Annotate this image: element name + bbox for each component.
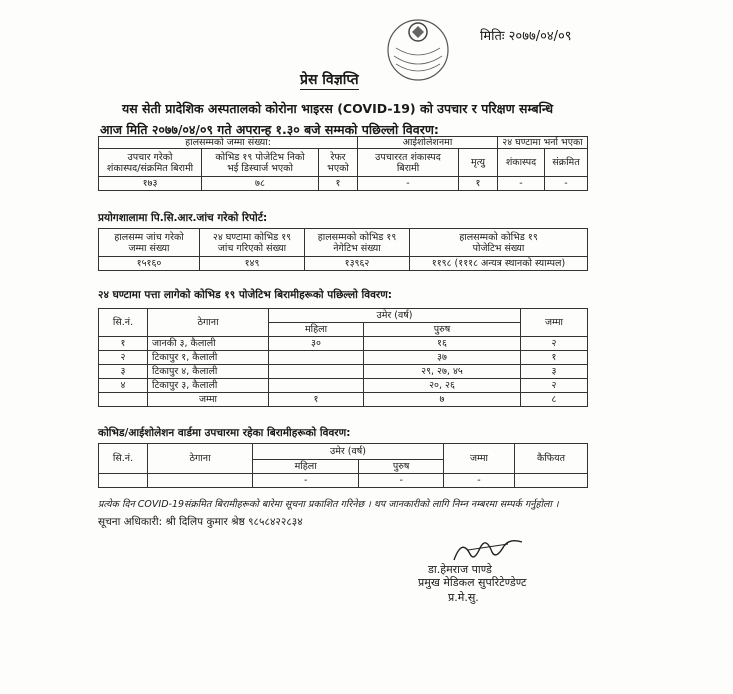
sum-sn [99,393,148,407]
col-negative-header [305,229,410,257]
signatory-abbreviation: प्र.मे.सु. [448,591,479,604]
col-refer-header-line2: भएको [327,162,349,174]
col-male-header: पुरुष [364,323,521,337]
col-total-header: जम्मा [521,309,588,337]
hospital-status-table [98,136,588,191]
row-female [269,365,364,379]
intro-line-2: आज मिति २०७७/०४/०९ गते अपरान्ह १.३० बजे सम्मको पछिल्लो विवरण: [100,122,439,137]
row-remarks [515,474,588,488]
row-address: टिकापुर ३, कैलाली [148,379,269,393]
col-address-header: ठेगाना [148,444,253,474]
value-positive: ११९८ (१११८ अन्यत्र स्थानको स्याम्पल) [410,257,588,271]
release-date: मितिः २०७७/०४/०९ [480,29,572,44]
col-24h-tested-line1: २४ घण्टामा कोभिड १९ [212,231,292,243]
row-total: - [444,474,515,488]
intro-line-1: यस सेती प्रादेशिक अस्पतालको कोरोना भाइरस (COVID-19) को उपचार र परिक्षण सम्बन्धि [122,101,554,116]
col-sn-header: सि.नं. [99,444,148,474]
col-treated-header-line1: उपचार गरेको [127,151,173,163]
value-under-treatment: - [358,177,459,191]
col-death-header: मृत्यु [459,149,498,177]
col-suspected-header: शंकास्पद [498,149,545,177]
row-sn: ३ [99,365,148,379]
row-total: २ [521,379,588,393]
information-officer: सूचना अधिकारी: श्री दिलिप कुमार श्रेष्ठ ९८५८४२२८३४ [98,516,303,528]
row-address: टिकापुर ४, कैलाली [148,365,269,379]
row-female [269,379,364,393]
col-remarks-header: कैफियत [515,444,588,474]
col-total-tested-header [99,229,200,257]
col-discharged-header [202,149,319,177]
lab-report-table [98,228,588,271]
page-title: प्रेस विज्ञप्ति [300,72,359,88]
isolation-patients-table [98,443,588,488]
signatory-title: प्रमुख मेडिकल सुपरिटेण्डेण्ट [418,576,527,589]
value-24h-tested: १४९ [200,257,305,271]
value-suspected: - [498,177,545,191]
col-positive-line2: पोजेटिभ संख्या [472,242,525,254]
group-current-header: हालसम्मको जम्मा संख्या: [99,137,358,149]
sum-male: ७ [364,393,521,407]
group-isolation-header: आईशोलेशनमा [358,137,498,149]
col-total-tested-line1: हालसम्म जांच गरेको [114,231,184,243]
col-under-treatment-header-line1: उपचाररत शंकास्पद [375,151,441,163]
col-under-treatment-header [358,149,459,177]
positive-patients-section-title: २४ घण्टामा पत्ता लागेको कोभिड १९ पोजेटिभ बिरामीहरूको पछिल्लो विवरण: [98,289,393,301]
row-female: - [253,474,359,488]
col-address-header: ठेगाना [148,309,269,337]
group-24h-header: २४ घण्टामा भर्ना भएका [498,137,588,149]
sum-female: १ [269,393,364,407]
value-negative: १३९६२ [305,257,410,271]
row-male: ३७ [364,351,521,365]
col-treated-header [99,149,202,177]
row-sn: २ [99,351,148,365]
row-female [269,351,364,365]
col-total-header: जम्मा [444,444,515,474]
col-negative-line2: नेगेटिभ संख्या [333,242,381,254]
col-negative-line1: हालसम्मको कोभिड १९ [317,231,397,243]
signatory-name: डा.हेमराज पाण्डे [428,563,492,576]
row-total: ३ [521,365,588,379]
lab-report-section-title: प्रयोगशालामा पि.सि.आर.जांच गरेको रिपोर्ट: [98,212,268,224]
row-male: १६ [364,337,521,351]
row-sn: ४ [99,379,148,393]
col-discharged-header-line2: भई डिस्चार्ज भएको [227,162,293,174]
col-positive-header [410,229,588,257]
row-address: जानकी ३, कैलाली [148,337,269,351]
row-male: - [359,474,444,488]
sum-total: ८ [521,393,588,407]
row-sn [99,474,148,488]
col-age-header: उमेर (वर्ष) [269,309,521,323]
col-female-header: महिला [269,323,364,337]
sum-row [99,393,588,407]
isolation-section-title: कोभिड/आईशोलेशन वार्डमा उपचारमा रहेका बिरामीहरूको विवरण: [98,427,351,439]
col-discharged-header-line1: कोभिड १९ पोजेटिभ निको [215,151,305,163]
row-total: १ [521,351,588,365]
value-discharged: ७८ [202,177,319,191]
row-total: २ [521,337,588,351]
table-row [99,379,588,393]
col-male-header: पुरुष [359,460,444,474]
col-treated-header-line2: शंकास्पद/संक्रमित बिरामी [106,162,194,174]
value-refer: १ [319,177,358,191]
row-male: २९, २७, ४५ [364,365,521,379]
positive-patients-table [98,308,588,407]
col-refer-header-line1: रेफर [330,151,346,163]
col-sn-header: सि.नं. [99,309,148,337]
col-infected-header: संक्रमित [545,149,588,177]
sum-label: जम्मा [148,393,269,407]
table-row [99,337,588,351]
value-infected: - [545,177,588,191]
hospital-seal-stamp [382,14,454,86]
col-age-header: उमेर (वर्ष) [253,444,444,460]
col-total-tested-line2: जम्मा संख्या [128,242,170,254]
table-row [99,365,588,379]
row-male: २०, २६ [364,379,521,393]
row-female: ३० [269,337,364,351]
daily-update-note: प्रत्येक दिन COVID-19संक्रमित बिरामीहरूको बारेमा सूचना प्रकाशित गरिनेछ । थप जानकारीको लागि निम्न नम्बरमा सम्पर्क गर्नुहोला । [98,499,559,510]
value-treated: १७३ [99,177,202,191]
value-death: १ [459,177,498,191]
col-under-treatment-header-line2: बिरामी [396,162,420,174]
row-sn: १ [99,337,148,351]
row-address [148,474,253,488]
table-row [99,351,588,365]
row-address: टिकापुर १, कैलाली [148,351,269,365]
col-refer-header [319,149,358,177]
col-female-header: महिला [253,460,359,474]
value-total-tested: १५१६० [99,257,200,271]
col-24h-tested-line2: जांच गरिएको संख्या [217,242,287,254]
table-row [99,474,588,488]
col-24h-tested-header [200,229,305,257]
col-positive-line1: हालसम्मको कोभिड १९ [459,231,538,243]
